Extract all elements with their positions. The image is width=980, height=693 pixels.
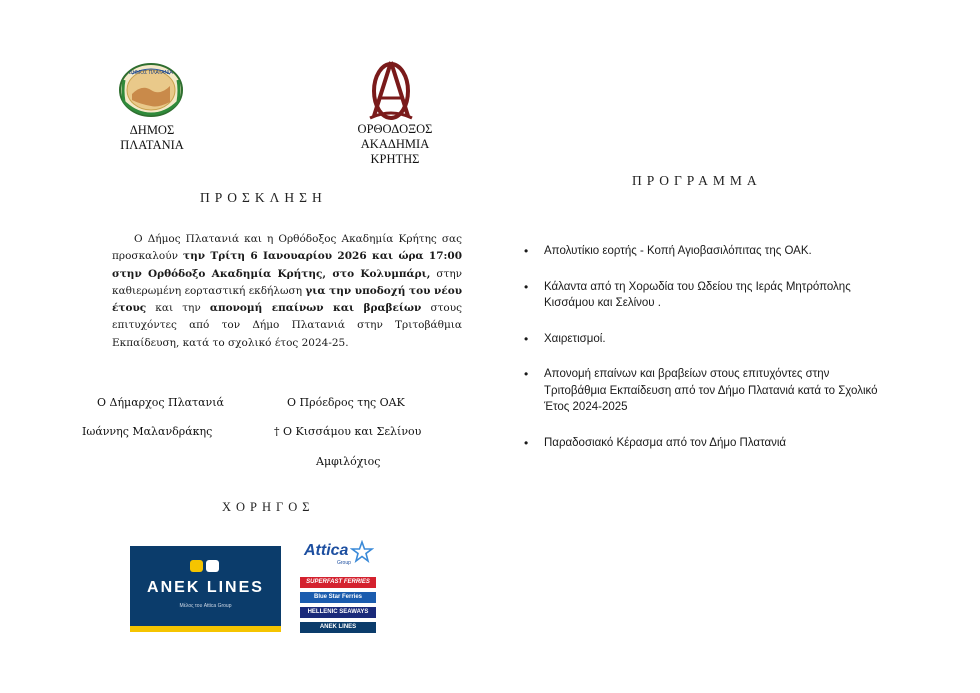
municipality-label-line: ΠΛΑΤΑΝΙΑ [120,138,184,152]
academy-monogram-icon [362,58,420,124]
superfast-ferries-bar: SUPERFAST FERRIES [300,577,376,588]
municipality-seal-icon [118,62,184,118]
municipality-label [106,123,198,153]
academy-label [340,122,450,167]
academy-label-line: ΟΡΘΟΔΟΞΟΣ [357,122,433,136]
invitation-text-part: στους επιτυχόντες από τον Δήμο Πλατανιά στην Τριτοβάθμια Εκπαίδευση, κατά το σχολικό έτος 2024-25. [112,302,463,349]
invitation-text-awards: απονομή επαίνων και βραβείων [209,302,422,315]
sponsor-heading: ΧΟΡΗΓΟΣ [222,500,315,514]
invitation-text-part: Ο Δήμος Πλατανιά και η Ορθόδοξος Ακαδημία Κρήτης σας προσκαλούν [112,233,462,263]
invitation-text-occasion: για την υποδοχή του νέου έτους [112,284,463,315]
attica-wordmark: Attica [304,542,349,559]
program-item: • Παραδοσιακό Κέρασμα από τον Δήμο Πλατανιά [524,435,884,452]
hellenic-seaways-bar: HELLENIC SEAWAYS [300,607,376,618]
attica-group-label: Group [337,560,351,566]
invitation-text-date: την Τρίτη 6 Ιανουαρίου 2026 και ώρα 17:00 στην Ορθόδοξο Ακαδημία Κρήτης, στο Κολυμπάρι, [112,250,462,280]
president-title: Ο Πρόεδρος της ΟΑΚ [287,396,405,409]
svg-text:ΔΗΜΟΣ ΠΛΑΤΑΝΙΑ: ΔΗΜΟΣ ΠΛΑΤΑΝΙΑ [129,70,173,76]
program-heading: ΠΡΟΓΡΑΜΜΑ [632,173,762,188]
anek-lines-bar: ANEK LINES [300,622,376,633]
attica-group-logo [300,540,376,635]
president-name: Αμφιλόχιος [316,455,381,468]
academy-label-line: ΑΚΑΔΗΜΙΑ [360,137,430,151]
municipality-label-line: ΔΗΜΟΣ [129,123,175,137]
anek-yellow-stripe [130,626,281,632]
academy-logo [362,58,420,124]
program-item: • Απολυτίκιο εορτής - Κοπή Αγιοβασιλόπιτας της ΟΑΚ. [524,243,884,260]
program-list [524,243,884,470]
star-icon [350,540,374,564]
academy-label-line: ΚΡΗΤΗΣ [370,152,420,166]
municipality-logo [118,62,184,118]
invitation-text [112,231,462,352]
anek-lines-tagline: Μέλος του Attica Group [179,603,232,609]
anek-lines-logo [130,546,281,632]
program-item: • Απονομή επαίνων και βραβείων στους επιτυχόντες στην Τριτοβάθμια Εκπαίδευση από τον Δήμο Πλατανιά κατά το Σχολικό Έτος 2024-2025 [524,366,884,416]
invitation-text-part: στην καθιερωμένη εορταστική εκδήλωση [112,267,462,297]
invitation-heading: ΠΡΟΣΚΛΗΣΗ [200,190,327,205]
program-item: • Χαιρετισμοί. [524,331,884,348]
president-see: † Ο Κισσάμου και Σελίνου [274,425,422,438]
anek-mark-icon [190,559,220,573]
blue-star-ferries-bar: Blue Star Ferries [300,592,376,603]
mayor-title: Ο Δήμαρχος Πλατανιά [97,396,224,409]
program-item: • Κάλαντα από τη Χορωδία του Ωδείου της Ιεράς Μητρόπολης Κισσάμου και Σελίνου . [524,279,884,312]
mayor-name: Ιωάννης Μαλανδράκης [82,425,213,438]
anek-lines-wordmark: ANEK LINES [147,579,264,596]
invitation-text-part: και την [146,302,210,315]
